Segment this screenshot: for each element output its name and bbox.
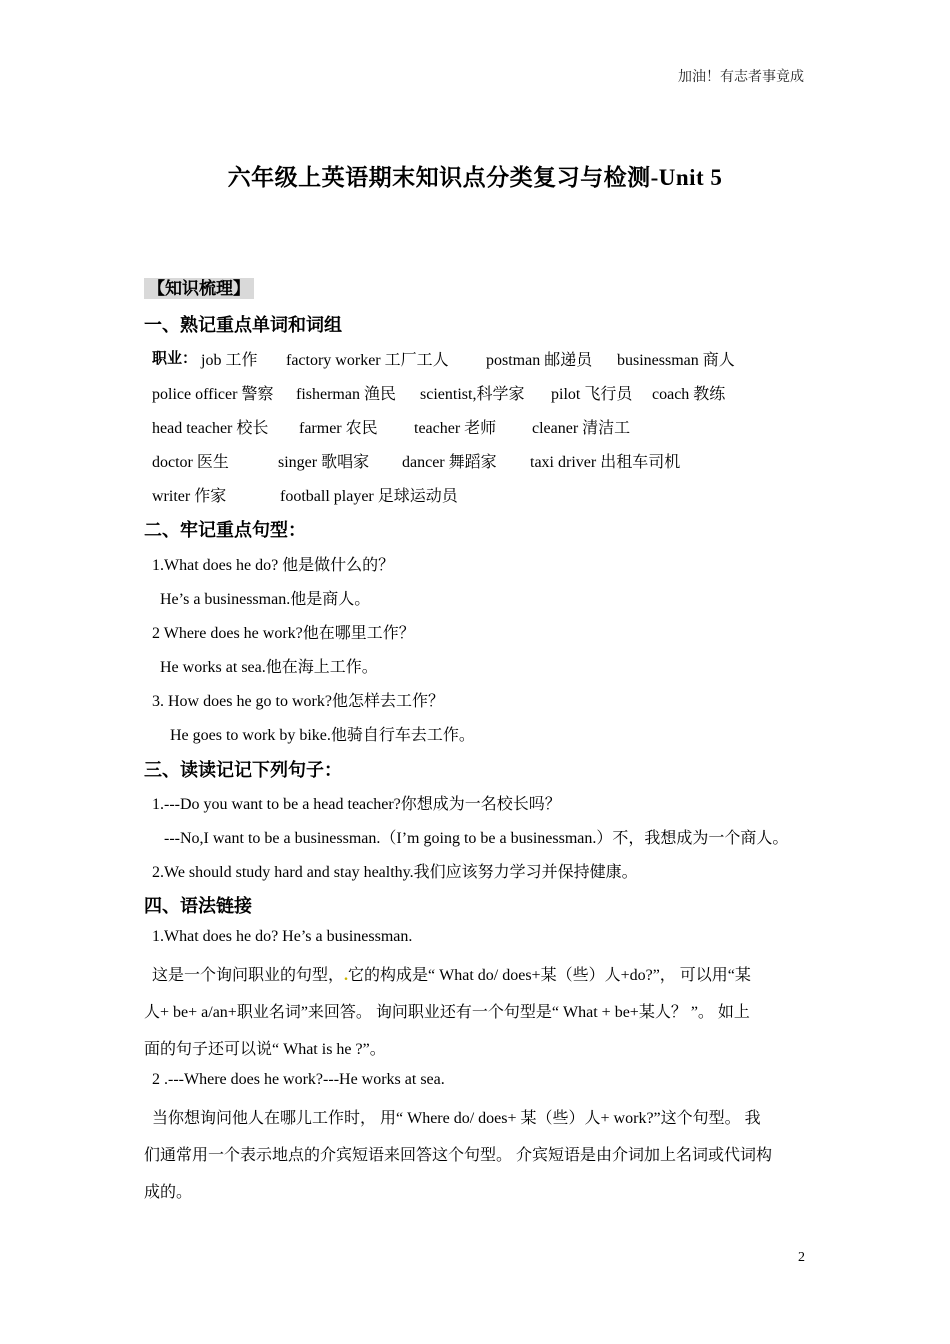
highlight-dot: . <box>344 967 349 984</box>
sentence-line: 2.We should study hard and stay healthy.我们应该努力学习并保持健康。 <box>152 864 638 881</box>
section-2-heading: 二、牢记重点句型： <box>144 520 306 541</box>
grammar-line: 们通常用一个表示地点的介宾短语来回答这个句型。 介宾短语是由介词加上名词或代词构 <box>144 1147 773 1164</box>
vocab-item: head teacher 校长 <box>152 420 269 437</box>
section-4-heading: 四、语法链接 <box>144 896 252 917</box>
section-tag: 【知识梳理】 <box>144 278 254 299</box>
sentence-line: 1.What does he do? 他是做什么的？ <box>152 557 395 574</box>
vocab-item: businessman 商人 <box>617 352 735 369</box>
vocab-item: fisherman 渔民 <box>296 386 396 403</box>
sentence-line: 1.---Do you want to be a head teacher?你想成为一名校长吗？ <box>152 796 561 813</box>
vocab-item: teacher 老师 <box>414 420 497 437</box>
grammar-line: 人+ be+ a/an+职业名词”来回答。 询问职业还有一个句型是“ What + be+某人？ ”。 如上 <box>144 1004 750 1021</box>
vocab-item: doctor 医生 <box>152 454 229 471</box>
vocab-item: taxi driver 出租车司机 <box>530 454 681 471</box>
vocab-label: 职业： <box>152 349 198 367</box>
vocab-item: factory worker 工厂工人 <box>286 352 449 369</box>
vocab-item: job 工作 <box>201 352 258 369</box>
vocab-item: police officer 警察 <box>152 386 274 403</box>
grammar-line: 2 .---Where does he work?---He works at sea. <box>152 1071 445 1088</box>
header-motto: 加油！有志者事竟成 <box>678 70 804 85</box>
sentence-line: 3. How does he go to work?他怎样去工作？ <box>152 693 444 710</box>
vocab-item: dancer 舞蹈家 <box>402 454 497 471</box>
grammar-line: 1.What does he do? He’s a businessman. <box>152 928 413 945</box>
grammar-line <box>152 962 751 985</box>
sentence-line: He works at sea.他在海上工作。 <box>160 659 378 676</box>
vocab-item: scientist,科学家 <box>420 386 525 403</box>
vocab-item: singer 歌唱家 <box>278 454 370 471</box>
vocab-item: cleaner 清洁工 <box>532 420 631 437</box>
vocab-item: postman 邮递员 <box>486 352 593 369</box>
vocab-item: writer 作家 <box>152 488 227 505</box>
sentence-line: He’s a businessman.他是商人。 <box>160 591 371 608</box>
sentence-line: 2 Where does he work?他在哪里工作？ <box>152 625 415 642</box>
vocab-item: coach 教练 <box>652 386 726 403</box>
grammar-text: 这是一个询问职业的句型， <box>152 967 345 984</box>
grammar-line: 成的。 <box>144 1184 193 1201</box>
page-number: 2 <box>798 1250 805 1265</box>
vocab-item: pilot 飞行员 <box>551 386 633 403</box>
section-1-heading: 一、熟记重点单词和词组 <box>144 315 342 336</box>
section-3-heading: 三、读读记记下列句子： <box>144 760 342 781</box>
sentence-line: He goes to work by bike.他骑自行车去工作。 <box>170 727 475 744</box>
grammar-line: 当你想询问他人在哪儿工作时， 用“ Where do/ does+ 某（些）人+ work?”这个句型。 我 <box>152 1110 761 1127</box>
vocab-item: football player 足球运动员 <box>280 488 458 505</box>
grammar-line: 面的句子还可以说“ What is he ?”。 <box>144 1041 386 1058</box>
grammar-text: 它的构成是“ What do/ does+某（些）人+do?”， 可以用“某 <box>348 967 751 984</box>
vocab-item: farmer 农民 <box>299 420 378 437</box>
page-title: 六年级上英语期末知识点分类复习与检测-Unit 5 <box>227 165 723 190</box>
sentence-line: ---No,I want to be a businessman.（I’m going to be a businessman.）不，我想成为一个商人。 <box>164 830 789 847</box>
